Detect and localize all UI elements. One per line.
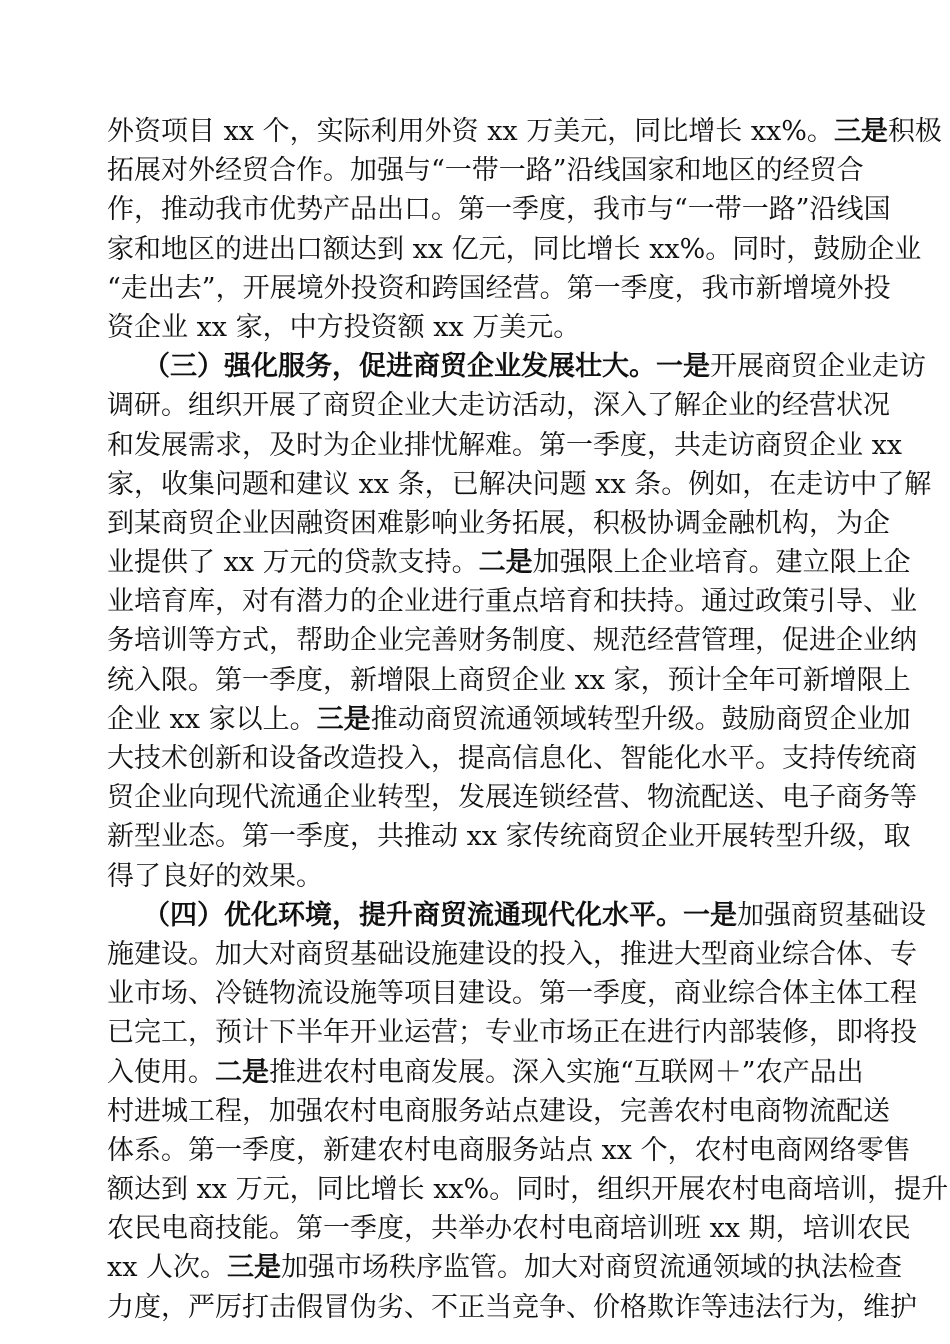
text-segment: xx 人次。	[107, 1252, 228, 1284]
text-line	[107, 1248, 903, 1287]
text-segment: 外资项目 xx 个，实际利用外资 xx 万美元，同比增长 xx%。	[107, 116, 834, 147]
text-line	[107, 465, 932, 504]
text-line	[107, 1013, 917, 1052]
bold-text-segment: 三是	[316, 703, 371, 735]
text-line	[107, 1209, 911, 1248]
text-segment: 统入限。第一季度，新增限上商贸企业 xx 家，预计全年可新增限上	[107, 664, 911, 696]
text-segment: 加强限上企业培育。建立限上企	[532, 547, 911, 579]
text-segment: 业提供了 xx 万元的贷款支持。	[107, 547, 479, 579]
text-line	[107, 1288, 917, 1327]
text-line	[107, 1170, 949, 1209]
text-line	[107, 857, 847, 896]
text-line	[107, 504, 890, 543]
text-segment: 和发展需求，及时为企业排忧解难。第一季度，共走访商贸企业 xx	[107, 429, 903, 461]
text-segment: 施建设。加大对商贸基础设施建设的投入，推进大型商业综合体、专	[107, 938, 917, 970]
text-line	[107, 269, 891, 308]
text-line	[107, 386, 890, 425]
text-segment: 务培训等方式，帮助企业完善财务制度、规范经营管理，促进企业纳	[107, 625, 917, 657]
text-segment: “走出去”，开展境外投资和跨国经营。第一季度，我市新增境外投	[107, 272, 891, 304]
text-segment: 额达到 xx 万元，同比增长 xx%。同时，组织开展农村电商培训，提升	[107, 1174, 949, 1206]
text-segment: 农民电商技能。第一季度，共举办农村电商培训班 xx 期，培训农民	[107, 1213, 911, 1245]
body-text	[107, 112, 949, 1327]
text-segment: 业培育库，对有潜力的企业进行重点培育和扶持。通过政策引导、业	[107, 586, 917, 618]
text-segment: 加强市场秩序监管。加大对商贸流通领域的执法检查	[281, 1252, 903, 1284]
text-segment: 推进农村电商发展。深入实施“互联网＋”农产品出	[269, 1056, 864, 1088]
text-line	[107, 426, 903, 465]
text-line	[107, 230, 922, 269]
text-line	[107, 817, 911, 856]
text-segment: 企业 xx 家以上。	[107, 703, 317, 735]
text-line	[107, 621, 917, 660]
text-segment: 家，收集问题和建议 xx 条，已解决问题 xx 条。例如，在走访中了解	[107, 468, 932, 500]
text-line	[107, 974, 917, 1013]
bold-text-segment: 二是	[215, 1056, 269, 1088]
text-line	[107, 1092, 890, 1131]
bold-text-segment: （四）优化环境，提升商贸流通现代化水平。一是	[143, 899, 737, 931]
text-line	[107, 739, 917, 778]
text-segment: 家和地区的进出口额达到 xx 亿元，同比增长 xx%。同时，鼓励企业	[107, 233, 922, 265]
text-segment: 拓展对外经贸合作。加强与“一带一路”沿线国家和地区的经贸合	[107, 155, 864, 187]
text-segment: 体系。第一季度，新建农村电商服务站点 xx 个，农村电商网络零售	[107, 1134, 911, 1166]
text-line	[107, 543, 911, 582]
text-line	[107, 778, 917, 817]
text-segment: 到某商贸企业因融资困难影响业务拓展，积极协调金融机构，为企	[107, 507, 890, 539]
text-segment: 调研。组织开展了商贸企业大走访活动，深入了解企业的经营状况	[107, 390, 890, 422]
text-segment: 积极	[887, 116, 942, 147]
text-segment: 业市场、冷链物流设施等项目建设。第一季度，商业综合体主体工程	[107, 978, 917, 1010]
text-segment: 作，推动我市优势产品出口。第一季度，我市与“一带一路”沿线国	[107, 194, 891, 226]
text-segment: 加强商贸基础设	[737, 899, 926, 931]
text-line	[107, 112, 942, 151]
text-line	[107, 1131, 911, 1170]
text-line	[107, 151, 864, 190]
text-segment: 得了良好的效果。	[107, 860, 323, 892]
text-line	[107, 935, 917, 974]
text-segment: 资企业 xx 家，中方投资额 xx 万美元。	[107, 311, 581, 343]
text-line	[107, 190, 891, 229]
text-line	[107, 896, 926, 935]
text-segment: 已完工，预计下半年开业运营；专业市场正在进行内部装修，即将投	[107, 1017, 917, 1049]
text-line	[107, 347, 926, 386]
text-segment: 推动商贸流通领域转型升级。鼓励商贸企业加	[370, 703, 911, 735]
text-line	[107, 308, 847, 347]
text-segment: 大技术创新和设备改造投入，提高信息化、智能化水平。支持传统商	[107, 743, 917, 774]
text-line	[107, 1053, 864, 1092]
text-line	[107, 582, 917, 621]
bold-text-segment: 三是	[833, 116, 888, 147]
text-line	[107, 700, 911, 739]
bold-text-segment: （三）强化服务，促进商贸企业发展壮大。一是	[143, 351, 710, 383]
text-line	[107, 661, 911, 700]
text-segment: 入使用。	[107, 1056, 215, 1088]
text-segment: 村进城工程，加强农村电商服务站点建设，完善农村电商物流配送	[107, 1095, 890, 1127]
text-segment: 开展商贸企业走访	[710, 351, 926, 383]
text-segment: 贸企业向现代流通企业转型，发展连锁经营、物流配送、电子商务等	[107, 782, 917, 814]
bold-text-segment: 三是	[227, 1252, 282, 1284]
text-segment: 力度，严厉打击假冒伪劣、不正当竞争、价格欺诈等违法行为，维护	[107, 1291, 917, 1323]
bold-text-segment: 二是	[478, 547, 533, 579]
text-segment: 新型业态。第一季度，共推动 xx 家传统商贸企业开展转型升级，取	[107, 821, 911, 853]
